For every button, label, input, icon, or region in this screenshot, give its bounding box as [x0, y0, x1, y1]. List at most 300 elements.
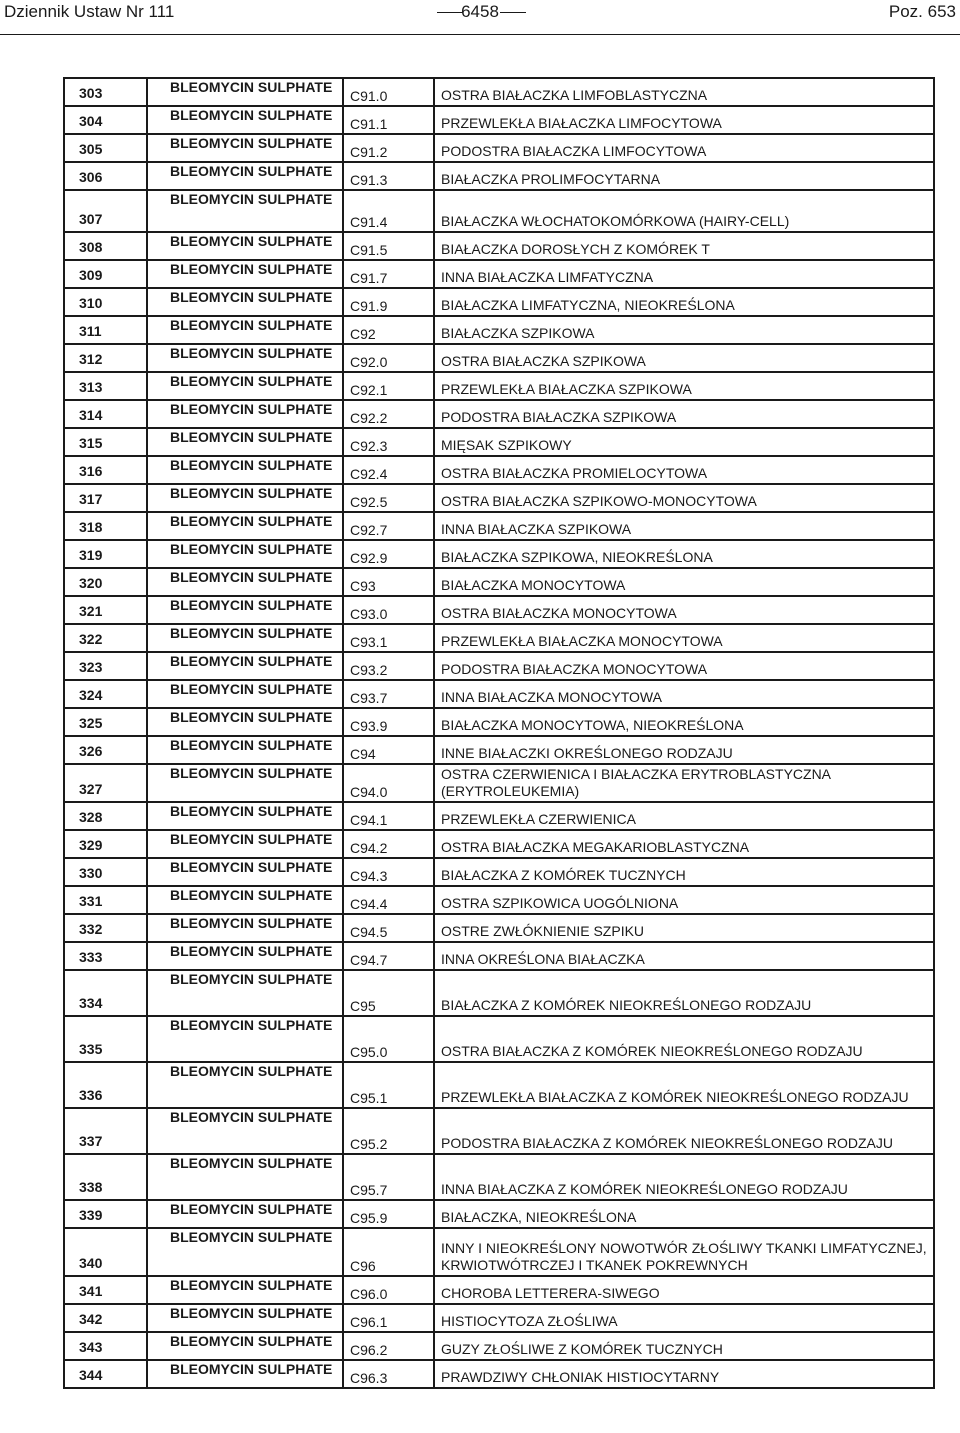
drug-name-cell — [147, 134, 343, 162]
drug-name: BLEOMYCIN SULPHATE — [170, 625, 333, 641]
icd-code-cell — [343, 764, 434, 802]
icd-code-cell — [343, 1228, 434, 1276]
row-number: 341 — [79, 1283, 103, 1299]
diagnosis-description: INNY I NIEOKREŚLONY NOWOTWÓR ZŁOŚLIWY TKANKI LIMFATYCZNEJ, KRWIOTWÓTRCZEJ I TKANEK POKREWNYCH — [441, 1240, 927, 1273]
icd-code: C94.3 — [350, 868, 388, 884]
icd-code-cell — [343, 540, 434, 568]
header-dash-right — [500, 12, 526, 13]
position-number: Poz. 653 — [888, 2, 956, 21]
drug-name-cell — [147, 802, 343, 830]
icd-code-cell — [343, 1016, 434, 1062]
diagnosis-description: OSTRA BIAŁACZKA PROMIELOCYTOWA — [441, 465, 708, 481]
diagnosis-description: OSTRA CZERWIENICA I BIAŁACZKA ERYTROBLASTYCZNA (ERYTROLEUKEMIA) — [441, 766, 831, 799]
diagnosis-description-cell — [434, 190, 934, 232]
drug-name: BLEOMYCIN SULPHATE — [170, 233, 333, 249]
diagnosis-description-cell — [434, 1062, 934, 1108]
diagnosis-description-cell — [434, 1304, 934, 1332]
drug-name: BLEOMYCIN SULPHATE — [170, 709, 333, 725]
row-number: 315 — [79, 435, 103, 451]
diagnosis-description: PRZEWLEKŁA CZERWIENICA — [441, 811, 637, 827]
drug-name-cell — [147, 624, 343, 652]
table-row — [64, 316, 934, 344]
icd-code: C92.7 — [350, 522, 388, 538]
icd-code-cell — [343, 914, 434, 942]
table-row — [64, 1276, 934, 1304]
row-number: 323 — [79, 659, 103, 675]
drug-name-cell — [147, 886, 343, 914]
diagnosis-description: BIAŁACZKA WŁOCHATOKOMÓRKOWA (HAIRY-CELL) — [441, 213, 790, 229]
table-row — [64, 428, 934, 456]
row-number-cell — [64, 652, 147, 680]
icd-code-cell — [343, 232, 434, 260]
diagnosis-description-cell — [434, 624, 934, 652]
table-row — [64, 512, 934, 540]
icd-code: C96.3 — [350, 1370, 388, 1386]
icd-code: C96.1 — [350, 1314, 388, 1330]
row-number-cell — [64, 1276, 147, 1304]
drug-name-cell — [147, 1332, 343, 1360]
drug-name-cell — [147, 596, 343, 624]
row-number-cell — [64, 764, 147, 802]
page-header — [0, 0, 960, 40]
diagnosis-description-cell — [434, 736, 934, 764]
icd-code-cell — [343, 428, 434, 456]
diagnosis-description-cell — [434, 232, 934, 260]
diagnosis-description: INNA BIAŁACZKA MONOCYTOWA — [441, 689, 662, 705]
icd-code-cell — [343, 456, 434, 484]
diagnosis-description-cell — [434, 134, 934, 162]
drug-name-cell — [147, 1154, 343, 1200]
diagnosis-description-cell — [434, 1200, 934, 1228]
row-number: 335 — [79, 1041, 103, 1057]
row-number-cell — [64, 914, 147, 942]
diagnosis-description: MIĘSAK SZPIKOWY — [441, 437, 572, 453]
icd-code-cell — [343, 1304, 434, 1332]
drug-name: BLEOMYCIN SULPHATE — [170, 1305, 333, 1321]
row-number: 326 — [79, 743, 103, 759]
icd-code: C96.2 — [350, 1342, 388, 1358]
table-body — [64, 78, 934, 1388]
diagnosis-description: OSTRA BIAŁACZKA MONOCYTOWA — [441, 605, 677, 621]
drug-name: BLEOMYCIN SULPHATE — [170, 1229, 333, 1245]
row-number-cell — [64, 1154, 147, 1200]
diagnosis-description: OSTRA SZPIKOWICA UOGÓLNIONA — [441, 895, 679, 911]
diagnosis-description: CHOROBA LETTERERA-SIWEGO — [441, 1285, 660, 1301]
icd-code: C94.5 — [350, 924, 388, 940]
diagnosis-description: PRZEWLEKŁA BIAŁACZKA SZPIKOWA — [441, 381, 692, 397]
icd-code-cell — [343, 190, 434, 232]
drug-name: BLEOMYCIN SULPHATE — [170, 261, 333, 277]
row-number-cell — [64, 78, 147, 106]
table-row — [64, 1154, 934, 1200]
drug-name-cell — [147, 680, 343, 708]
diagnosis-description: OSTRA BIAŁACZKA Z KOMÓREK NIEOKREŚLONEGO RODZAJU — [441, 1043, 863, 1059]
row-number: 306 — [79, 169, 103, 185]
diagnosis-description: INNA BIAŁACZKA SZPIKOWA — [441, 521, 632, 537]
table-row — [64, 736, 934, 764]
table-row — [64, 914, 934, 942]
row-number-cell — [64, 596, 147, 624]
diagnosis-description-cell — [434, 372, 934, 400]
table-row — [64, 680, 934, 708]
icd-code-cell — [343, 372, 434, 400]
table-row — [64, 484, 934, 512]
icd-code: C91.1 — [350, 116, 388, 132]
row-number: 314 — [79, 407, 103, 423]
diagnosis-description-cell — [434, 858, 934, 886]
table-row — [64, 1062, 934, 1108]
diagnosis-description-cell — [434, 970, 934, 1016]
drug-name-cell — [147, 1200, 343, 1228]
row-number-cell — [64, 858, 147, 886]
icd-code-cell — [343, 708, 434, 736]
drug-name: BLEOMYCIN SULPHATE — [170, 831, 333, 847]
row-number: 303 — [79, 85, 103, 101]
diagnosis-description-cell — [434, 540, 934, 568]
row-number: 334 — [79, 995, 103, 1011]
icd-code: C92.0 — [350, 354, 388, 370]
table-row — [64, 1108, 934, 1154]
row-number-cell — [64, 1360, 147, 1388]
diagnosis-description-cell — [434, 596, 934, 624]
diagnosis-description-cell — [434, 316, 934, 344]
row-number: 304 — [79, 113, 103, 129]
row-number: 336 — [79, 1087, 103, 1103]
row-number-cell — [64, 316, 147, 344]
row-number-cell — [64, 736, 147, 764]
icd-code: C94.2 — [350, 840, 388, 856]
row-number-cell — [64, 260, 147, 288]
table-row — [64, 858, 934, 886]
icd-code: C92.1 — [350, 382, 388, 398]
diagnosis-description: INNA BIAŁACZKA Z KOMÓREK NIEOKREŚLONEGO RODZAJU — [441, 1181, 848, 1197]
diagnosis-description-cell — [434, 78, 934, 106]
diagnosis-description-cell — [434, 1228, 934, 1276]
icd-code-cell — [343, 568, 434, 596]
diagnosis-description: INNE BIAŁACZKI OKREŚLONEGO RODZAJU — [441, 745, 733, 761]
drug-name: BLEOMYCIN SULPHATE — [170, 859, 333, 875]
drug-name-cell — [147, 400, 343, 428]
row-number: 330 — [79, 865, 103, 881]
table-row — [64, 942, 934, 970]
drug-name-cell — [147, 190, 343, 232]
diagnosis-description: PODOSTRA BIAŁACZKA SZPIKOWA — [441, 409, 677, 425]
row-number: 311 — [79, 323, 102, 339]
icd-code-cell — [343, 680, 434, 708]
icd-code-cell — [343, 1108, 434, 1154]
icd-code: C93.2 — [350, 662, 388, 678]
icd-code-cell — [343, 316, 434, 344]
drug-indication-table — [63, 77, 935, 1389]
drug-name: BLEOMYCIN SULPHATE — [170, 457, 333, 473]
row-number: 343 — [79, 1339, 103, 1355]
drug-name-cell — [147, 1062, 343, 1108]
drug-name-cell — [147, 970, 343, 1016]
row-number: 333 — [79, 949, 103, 965]
row-number: 308 — [79, 239, 103, 255]
drug-name-cell — [147, 1360, 343, 1388]
row-number-cell — [64, 106, 147, 134]
row-number-cell — [64, 288, 147, 316]
drug-name: BLEOMYCIN SULPHATE — [170, 373, 333, 389]
diagnosis-description-cell — [434, 162, 934, 190]
icd-code: C92.4 — [350, 466, 388, 482]
drug-name-cell — [147, 106, 343, 134]
icd-code: C95.7 — [350, 1182, 388, 1198]
diagnosis-description-cell — [434, 1276, 934, 1304]
diagnosis-description: GUZY ZŁOŚLIWE Z KOMÓREK TUCZNYCH — [441, 1341, 723, 1357]
icd-code-cell — [343, 858, 434, 886]
drug-name-cell — [147, 1108, 343, 1154]
icd-code: C91.9 — [350, 298, 388, 314]
drug-name: BLEOMYCIN SULPHATE — [170, 317, 333, 333]
drug-name: BLEOMYCIN SULPHATE — [170, 1201, 333, 1217]
icd-code: C95 — [350, 998, 376, 1014]
icd-code: C94 — [350, 746, 376, 762]
row-number: 318 — [79, 519, 103, 535]
row-number-cell — [64, 372, 147, 400]
diagnosis-description-cell — [434, 680, 934, 708]
icd-code: C94.7 — [350, 952, 388, 968]
drug-name-cell — [147, 1304, 343, 1332]
icd-code-cell — [343, 1062, 434, 1108]
drug-name-cell — [147, 78, 343, 106]
table-row — [64, 708, 934, 736]
drug-name-cell — [147, 1228, 343, 1276]
row-number-cell — [64, 344, 147, 372]
drug-name: BLEOMYCIN SULPHATE — [170, 79, 333, 95]
icd-code-cell — [343, 1276, 434, 1304]
journal-title: Dziennik Ustaw Nr 111 — [4, 2, 175, 21]
icd-code-cell — [343, 802, 434, 830]
table-row — [64, 886, 934, 914]
diagnosis-description-cell — [434, 1016, 934, 1062]
icd-code: C92.5 — [350, 494, 388, 510]
diagnosis-description-cell — [434, 106, 934, 134]
icd-code: C96 — [350, 1258, 376, 1274]
table-row — [64, 456, 934, 484]
diagnosis-description: BIAŁACZKA MONOCYTOWA — [441, 577, 626, 593]
diagnosis-description: PODOSTRA BIAŁACZKA Z KOMÓREK NIEOKREŚLONEGO RODZAJU — [441, 1135, 893, 1151]
drug-name-cell — [147, 568, 343, 596]
row-number-cell — [64, 190, 147, 232]
table-row — [64, 372, 934, 400]
drug-name-cell — [147, 484, 343, 512]
drug-name-cell — [147, 344, 343, 372]
icd-code-cell — [343, 344, 434, 372]
icd-code: C93.9 — [350, 718, 388, 734]
diagnosis-description-cell — [434, 568, 934, 596]
page-number: 6458 — [461, 2, 499, 21]
row-number-cell — [64, 428, 147, 456]
icd-code-cell — [343, 942, 434, 970]
table-row — [64, 802, 934, 830]
icd-code: C92.2 — [350, 410, 388, 426]
drug-name: BLEOMYCIN SULPHATE — [170, 191, 333, 207]
icd-code: C93.7 — [350, 690, 388, 706]
icd-code-cell — [343, 624, 434, 652]
diagnosis-description: PRAWDZIWY CHŁONIAK HISTIOCYTARNY — [441, 1369, 720, 1385]
drug-name-cell — [147, 428, 343, 456]
row-number-cell — [64, 512, 147, 540]
diagnosis-description: BIAŁACZKA LIMFATYCZNA, NIEOKREŚLONA — [441, 297, 735, 313]
drug-name: BLEOMYCIN SULPHATE — [170, 887, 333, 903]
table-row — [64, 596, 934, 624]
icd-code-cell — [343, 1360, 434, 1388]
row-number: 325 — [79, 715, 103, 731]
drug-name: BLEOMYCIN SULPHATE — [170, 541, 333, 557]
icd-code: C92.3 — [350, 438, 388, 454]
diagnosis-description: BIAŁACZKA, NIEOKREŚLONA — [441, 1209, 637, 1225]
icd-code: C94.4 — [350, 896, 388, 912]
icd-code: C95.9 — [350, 1210, 388, 1226]
row-number: 307 — [79, 211, 103, 227]
table-row — [64, 624, 934, 652]
diagnosis-description-cell — [434, 288, 934, 316]
drug-name: BLEOMYCIN SULPHATE — [170, 1155, 333, 1171]
row-number-cell — [64, 456, 147, 484]
drug-name: BLEOMYCIN SULPHATE — [170, 289, 333, 305]
drug-name: BLEOMYCIN SULPHATE — [170, 1361, 333, 1377]
icd-code-cell — [343, 1200, 434, 1228]
row-number: 327 — [79, 781, 103, 797]
row-number-cell — [64, 942, 147, 970]
drug-name-cell — [147, 858, 343, 886]
icd-code: C94.1 — [350, 812, 388, 828]
icd-code-cell — [343, 134, 434, 162]
row-number-cell — [64, 1228, 147, 1276]
drug-name-cell — [147, 232, 343, 260]
row-number-cell — [64, 134, 147, 162]
row-number: 329 — [79, 837, 103, 853]
icd-code: C91.4 — [350, 214, 388, 230]
drug-name-cell — [147, 1016, 343, 1062]
row-number: 320 — [79, 575, 103, 591]
diagnosis-description-cell — [434, 400, 934, 428]
row-number-cell — [64, 1062, 147, 1108]
row-number: 340 — [79, 1255, 103, 1271]
drug-name: BLEOMYCIN SULPHATE — [170, 569, 333, 585]
diagnosis-description-cell — [434, 456, 934, 484]
diagnosis-description-cell — [434, 708, 934, 736]
row-number-cell — [64, 1304, 147, 1332]
drug-name-cell — [147, 942, 343, 970]
drug-name-cell — [147, 708, 343, 736]
row-number: 339 — [79, 1207, 103, 1223]
diagnosis-description-cell — [434, 1360, 934, 1388]
table-row — [64, 1228, 934, 1276]
row-number: 316 — [79, 463, 103, 479]
table-row — [64, 190, 934, 232]
diagnosis-description-cell — [434, 830, 934, 858]
diagnosis-description: PODOSTRA BIAŁACZKA LIMFOCYTOWA — [441, 143, 707, 159]
diagnosis-description-cell — [434, 1332, 934, 1360]
diagnosis-description: OSTRA BIAŁACZKA MEGAKARIOBLASTYCZNA — [441, 839, 750, 855]
icd-code: C95.1 — [350, 1090, 388, 1106]
drug-name: BLEOMYCIN SULPHATE — [170, 597, 333, 613]
row-number-cell — [64, 830, 147, 858]
table-row — [64, 1304, 934, 1332]
table-row — [64, 134, 934, 162]
drug-name: BLEOMYCIN SULPHATE — [170, 1109, 333, 1125]
diagnosis-description-cell — [434, 886, 934, 914]
drug-name: BLEOMYCIN SULPHATE — [170, 345, 333, 361]
diagnosis-description: PODOSTRA BIAŁACZKA MONOCYTOWA — [441, 661, 708, 677]
drug-name-cell — [147, 372, 343, 400]
icd-code: C93.1 — [350, 634, 388, 650]
row-number: 313 — [79, 379, 103, 395]
table-row — [64, 764, 934, 802]
icd-code: C95.0 — [350, 1044, 388, 1060]
row-number: 305 — [79, 141, 103, 157]
icd-code-cell — [343, 1332, 434, 1360]
diagnosis-description: PRZEWLEKŁA BIAŁACZKA LIMFOCYTOWA — [441, 115, 722, 131]
row-number: 344 — [79, 1367, 103, 1383]
drug-name: BLEOMYCIN SULPHATE — [170, 971, 333, 987]
diagnosis-description: HISTIOCYTOZA ZŁOŚLIWA — [441, 1313, 618, 1329]
diagnosis-description: OSTRA BIAŁACZKA SZPIKOWO-MONOCYTOWA — [441, 493, 757, 509]
diagnosis-description-cell — [434, 764, 934, 802]
row-number: 337 — [79, 1133, 103, 1149]
row-number-cell — [64, 484, 147, 512]
row-number-cell — [64, 162, 147, 190]
row-number: 321 — [79, 603, 103, 619]
drug-name-cell — [147, 736, 343, 764]
diagnosis-description: INNA BIAŁACZKA LIMFATYCZNA — [441, 269, 654, 285]
diagnosis-description-cell — [434, 428, 934, 456]
row-number: 331 — [79, 893, 103, 909]
row-number: 328 — [79, 809, 103, 825]
row-number-cell — [64, 232, 147, 260]
icd-code-cell — [343, 652, 434, 680]
table-row — [64, 400, 934, 428]
row-number: 317 — [79, 491, 103, 507]
drug-name-cell — [147, 260, 343, 288]
row-number: 324 — [79, 687, 103, 703]
icd-code: C93 — [350, 578, 376, 594]
drug-name: BLEOMYCIN SULPHATE — [170, 1017, 333, 1033]
drug-name-cell — [147, 764, 343, 802]
drug-name: BLEOMYCIN SULPHATE — [170, 915, 333, 931]
drug-name: BLEOMYCIN SULPHATE — [170, 135, 333, 151]
icd-code-cell — [343, 162, 434, 190]
diagnosis-description-cell — [434, 344, 934, 372]
table-row — [64, 232, 934, 260]
drug-name: BLEOMYCIN SULPHATE — [170, 1277, 333, 1293]
drug-name: BLEOMYCIN SULPHATE — [170, 737, 333, 753]
table-row — [64, 830, 934, 858]
diagnosis-description-cell — [434, 484, 934, 512]
table-row — [64, 288, 934, 316]
icd-code: C91.2 — [350, 144, 388, 160]
row-number: 310 — [79, 295, 103, 311]
icd-code-cell — [343, 830, 434, 858]
row-number-cell — [64, 624, 147, 652]
drug-name: BLEOMYCIN SULPHATE — [170, 513, 333, 529]
icd-code: C91.7 — [350, 270, 388, 286]
icd-code-cell — [343, 106, 434, 134]
drug-name: BLEOMYCIN SULPHATE — [170, 681, 333, 697]
drug-name-cell — [147, 540, 343, 568]
diagnosis-description: BIAŁACZKA MONOCYTOWA, NIEOKREŚLONA — [441, 717, 744, 733]
drug-name: BLEOMYCIN SULPHATE — [170, 1063, 333, 1079]
icd-code: C92.9 — [350, 550, 388, 566]
icd-code-cell — [343, 1154, 434, 1200]
row-number-cell — [64, 886, 147, 914]
diagnosis-description: INNA OKREŚLONA BIAŁACZKA — [441, 951, 645, 967]
diagnosis-description: BIAŁACZKA PROLIMFOCYTARNA — [441, 171, 661, 187]
row-number-cell — [64, 1016, 147, 1062]
